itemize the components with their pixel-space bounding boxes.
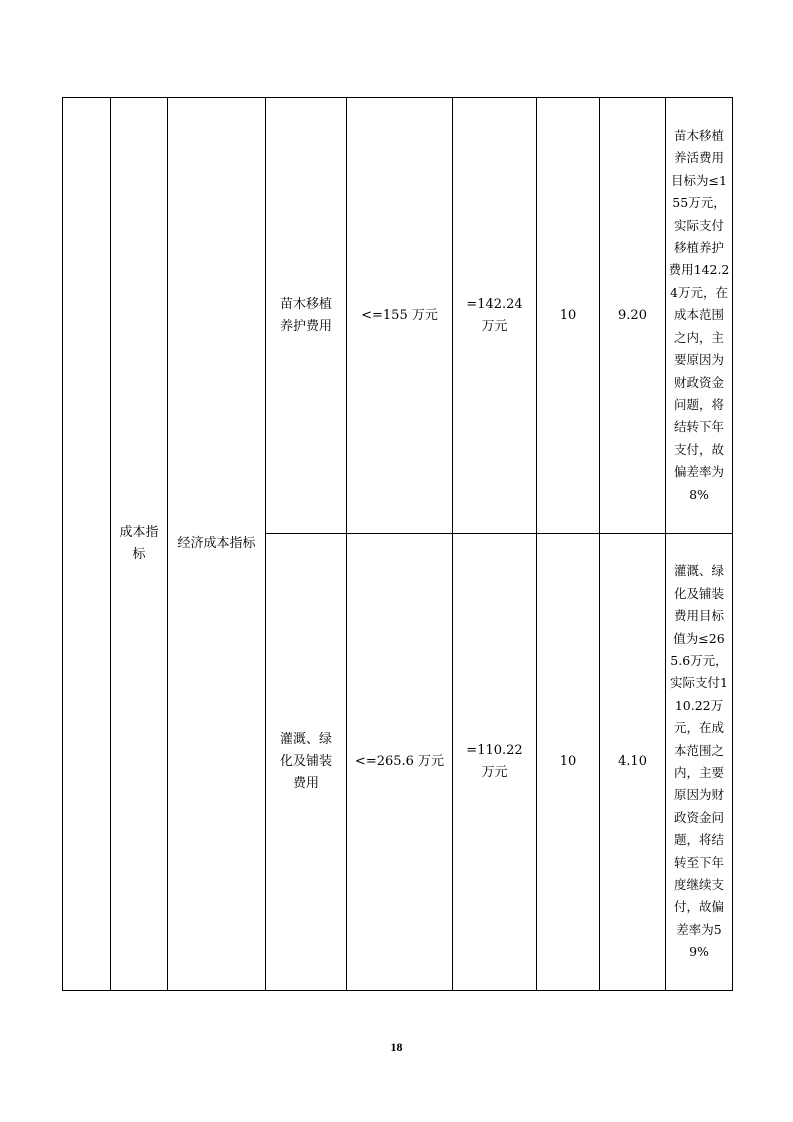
target-value: <=265.6 万元 — [354, 754, 445, 769]
indicator-label: 苗木移植养护费用 — [279, 296, 332, 334]
indicator-cell — [266, 98, 346, 533]
weight-cell — [537, 534, 599, 990]
category-cell — [111, 98, 167, 990]
actual-cell — [453, 534, 536, 990]
note-cell — [666, 98, 732, 533]
score-cell — [600, 534, 665, 990]
note-cell — [666, 534, 732, 990]
weight-value: 10 — [559, 754, 577, 769]
category-label: 成本指标 — [119, 525, 159, 562]
indicator-cell — [266, 534, 346, 990]
actual-value: =110.22 万元 — [466, 743, 523, 780]
target-value: <=155 万元 — [361, 307, 438, 323]
weight-value: 10 — [559, 307, 577, 323]
target-cell — [347, 98, 452, 533]
indicator-label: 灌溉、绿化及铺装费用 — [279, 732, 332, 791]
score-value: 9.20 — [618, 307, 647, 323]
deviation-note: 苗木移植养活费用目标为≤155万元，实际支付移植养护费用142.24万元，在成本范围之内，主要原因为财政资金问题，将结转下年支付，故偏差率为8% — [668, 128, 730, 502]
subcategory-cell — [168, 98, 265, 990]
performance-table — [62, 97, 733, 991]
weight-cell — [537, 98, 599, 533]
target-cell — [347, 534, 452, 990]
score-cell — [600, 98, 665, 533]
actual-value: =142.24 万元 — [466, 296, 523, 334]
actual-cell — [453, 98, 536, 533]
score-value: 4.10 — [618, 754, 647, 769]
page-number: 18 — [390, 1040, 403, 1054]
subcategory-label: 经济成本指标 — [177, 536, 256, 551]
deviation-note: 灌溉、绿化及铺装费用目标值为≤265.6万元，实际支付110.22万元，在成本范围之内，主要原因为财政资金问题，将结转至下年度继续支付，故偏差率为59% — [670, 563, 728, 960]
